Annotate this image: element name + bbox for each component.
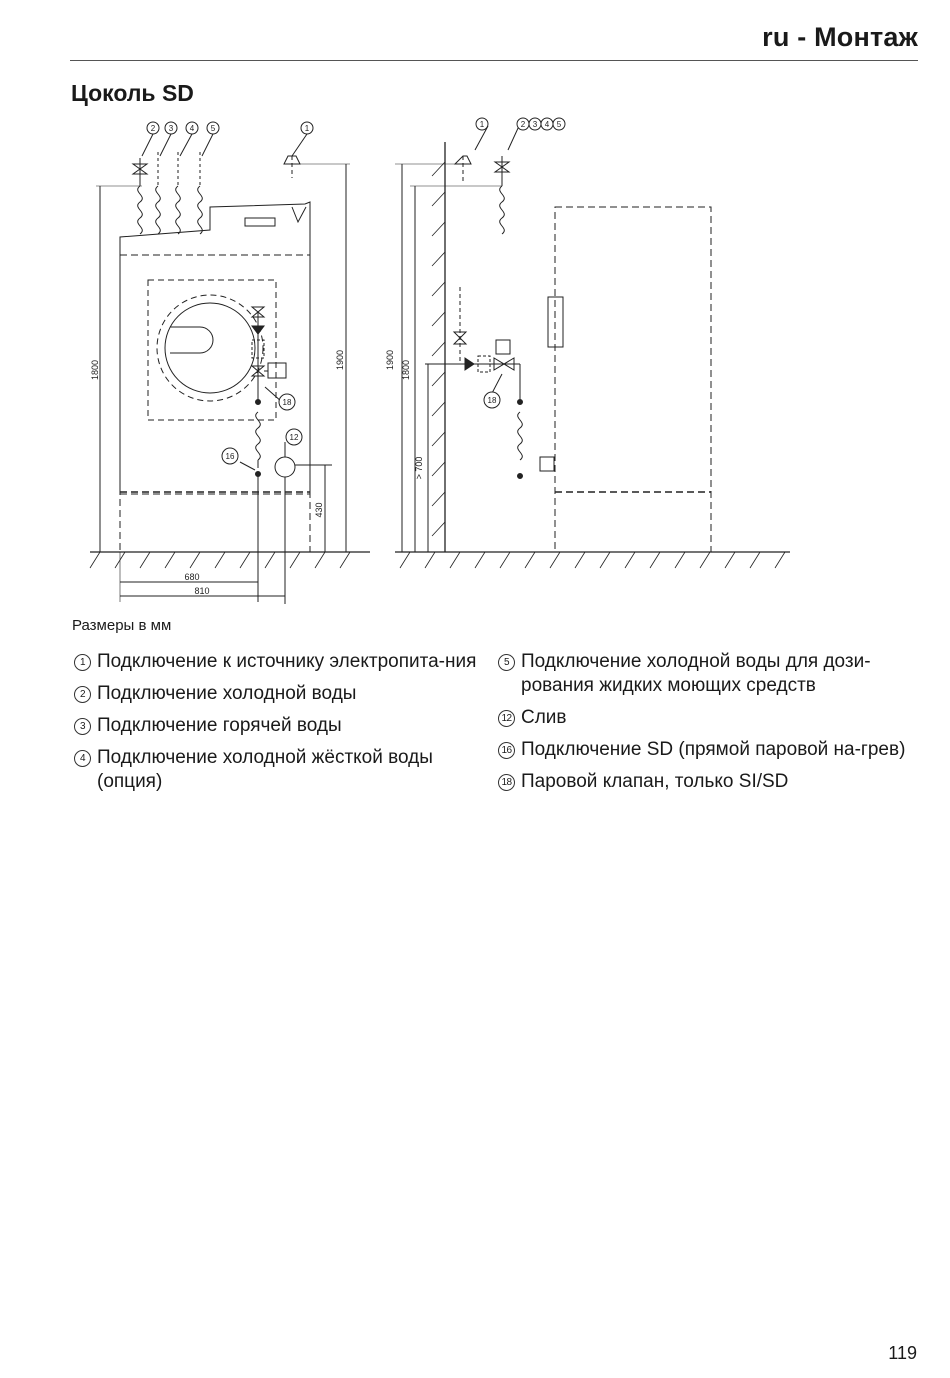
installation-diagram	[70, 112, 830, 610]
dim-1800-side: 1800	[401, 359, 411, 381]
legend-item	[498, 770, 918, 794]
legend-number: 18	[498, 774, 515, 791]
side-callout-18: 18	[487, 396, 497, 405]
legend-item	[498, 706, 918, 730]
legend-text: Подключение холодной жёсткой воды (опция)	[97, 747, 433, 792]
header-divider	[70, 60, 918, 61]
side-callout-3: 3	[532, 120, 538, 129]
legend-number: 12	[498, 710, 515, 727]
legend-item	[74, 682, 494, 706]
callout-5: 5	[210, 124, 216, 133]
legend-item	[498, 738, 918, 762]
dim-1800-front: 1800	[90, 359, 100, 381]
legend-number: 3	[74, 718, 91, 735]
legend-number: 5	[498, 654, 515, 671]
dim-1900-side: 1900	[385, 349, 395, 371]
dim-680: 680	[184, 572, 200, 582]
callout-12: 12	[289, 433, 299, 442]
callout-18: 18	[282, 398, 292, 407]
callout-2: 2	[150, 124, 156, 133]
legend-text: Подключение к источнику электропита-ния	[97, 651, 477, 672]
dim-430: 430	[314, 502, 324, 518]
legend-number: 16	[498, 742, 515, 759]
callout-16: 16	[225, 452, 235, 461]
legend-text: Подключение SD (прямой паровой на-грев)	[521, 739, 906, 760]
side-callout-4: 4	[544, 120, 550, 129]
dim-1900-front: 1900	[335, 349, 345, 371]
side-callout-5: 5	[556, 120, 562, 129]
legend-item	[74, 746, 494, 794]
legend-text: Подключение холодной воды для дози-рования жидких моющих средств	[521, 651, 871, 696]
legend-number: 2	[74, 686, 91, 703]
section-title: Цоколь SD	[71, 80, 194, 106]
legend-number: 1	[74, 654, 91, 671]
legend-item	[498, 650, 918, 698]
page-header-title: ru - Монтаж	[762, 22, 918, 52]
dim-700-side: > 700	[414, 456, 424, 480]
callout-3: 3	[168, 124, 174, 133]
legend-item	[74, 714, 494, 738]
legend-text: Подключение холодной воды	[97, 683, 357, 704]
legend-list-left	[74, 650, 494, 802]
dimensions-note: Размеры в мм	[72, 617, 172, 634]
dim-810: 810	[194, 586, 210, 596]
legend-list-right	[498, 650, 918, 802]
side-callout-1: 1	[479, 120, 485, 129]
page-number: 119	[888, 1343, 917, 1363]
callout-4: 4	[189, 124, 195, 133]
side-callout-2: 2	[520, 120, 526, 129]
callout-1: 1	[304, 124, 310, 133]
legend-text: Подключение горячей воды	[97, 715, 342, 736]
legend-number: 4	[74, 750, 91, 767]
legend-text: Слив	[521, 707, 567, 728]
legend-item	[74, 650, 494, 674]
legend-text: Паровой клапан, только SI/SD	[521, 771, 789, 792]
